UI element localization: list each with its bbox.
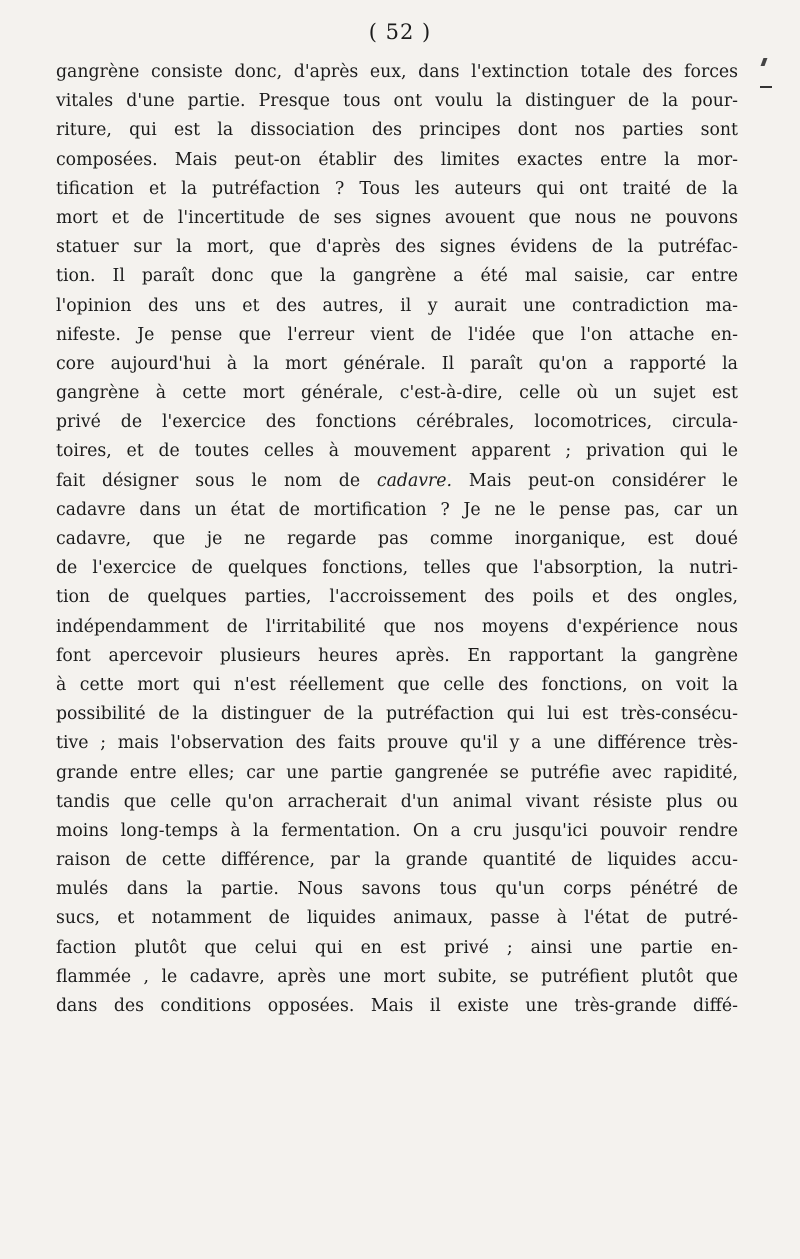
margin-mark — [761, 58, 768, 66]
text-line: toires, et de toutes celles à mouvement apparent ; privation qui le — [56, 441, 738, 462]
text-line: core aujourd'hui à la mort générale. Il paraît qu'on a rapporté la — [56, 353, 738, 374]
text-line: l'opinion des uns et des autres, il y aurait une contradiction ma- — [56, 295, 738, 316]
text-line: tandis que celle qu'on arracherait d'un animal vivant résiste plus ou — [56, 791, 738, 812]
text-line: vitales d'une partie. Presque tous ont voulu la distinguer de la pour- — [56, 91, 738, 112]
text-line-mixed — [56, 467, 738, 496]
text-line: statuer sur la mort, que d'après des signes évidens de la putréfac- — [56, 237, 738, 258]
text-line: moins long-temps à la fermentation. On a cru jusqu'ici pouvoir rendre — [56, 820, 738, 841]
text-line: cadavre dans un état de mortification ? Je ne le pense pas, car un — [56, 499, 738, 520]
text-line: composées. Mais peut-on établir des limites exactes entre la mor- — [56, 149, 738, 170]
text-line: gangrène à cette mort générale, c'est-à-dire, celle où un sujet est — [56, 383, 738, 404]
text-line: de l'exercice de quelques fonctions, telles que l'absorption, la nutri- — [56, 558, 738, 579]
text-line: cadavre, que je ne regarde pas comme inorganique, est doué — [56, 529, 738, 549]
text-line: raison de cette différence, par la grande quantité de liquides accu- — [56, 850, 738, 871]
text-line: à cette mort qui n'est réellement que celle des fonctions, on voit la — [56, 674, 738, 695]
text-line: mulés dans la partie. Nous savons tous qu'un corps pénétré de — [56, 879, 738, 900]
page-number: ( 52 ) — [368, 20, 432, 44]
text-line: faction plutôt que celui qui en est privé ; ainsi une partie en- — [56, 937, 738, 958]
margin-dash — [760, 86, 772, 88]
text-line: flammée , le cadavre, après une mort subite, se putréfient plutôt que — [56, 966, 738, 987]
text-line: sucs, et notamment de liquides animaux, passe à l'état de putré- — [56, 908, 738, 929]
text-line: dans des conditions opposées. Mais il existe une très-grande diffé- — [56, 996, 738, 1016]
text-line: gangrène consiste donc, d'après eux, dans l'extinction totale des forces — [56, 62, 738, 82]
body-text — [56, 58, 738, 1021]
text-line: privé de l'exercice des fonctions cérébrales, locomotrices, circula- — [56, 412, 738, 433]
italic-term: cadavre. — [376, 470, 453, 491]
text-fragment: fait désigner sous le nom de — [56, 470, 361, 491]
text-line: tification et la putréfaction ? Tous les auteurs qui ont traité de la — [56, 178, 738, 199]
text-line: mort et de l'incertitude de ses signes avouent que nous ne pouvons — [56, 207, 738, 228]
text-line: grande entre elles; car une partie gangrenée se putréfie avec rapidité, — [56, 762, 738, 783]
text-line: tion. Il paraît donc que la gangrène a été mal saisie, car entre — [56, 266, 738, 287]
text-line: nifeste. Je pense que l'erreur vient de l'idée que l'on attache en- — [56, 324, 738, 345]
text-line: tive ; mais l'observation des faits prouve qu'il y a une différence très- — [56, 733, 738, 754]
text-line: indépendamment de l'irritabilité que nos moyens d'expérience nous — [56, 616, 738, 637]
text-line: font apercevoir plusieurs heures après. En rapportant la gangrène — [56, 645, 738, 666]
text-line: tion de quelques parties, l'accroissement des poils et des ongles, — [56, 587, 738, 608]
text-line: possibilité de la distinguer de la putréfaction qui lui est très-consécu- — [56, 704, 738, 725]
text-fragment: Mais peut-on considérer le — [468, 470, 738, 491]
text-line: riture, qui est la dissociation des principes dont nos parties sont — [56, 120, 738, 141]
